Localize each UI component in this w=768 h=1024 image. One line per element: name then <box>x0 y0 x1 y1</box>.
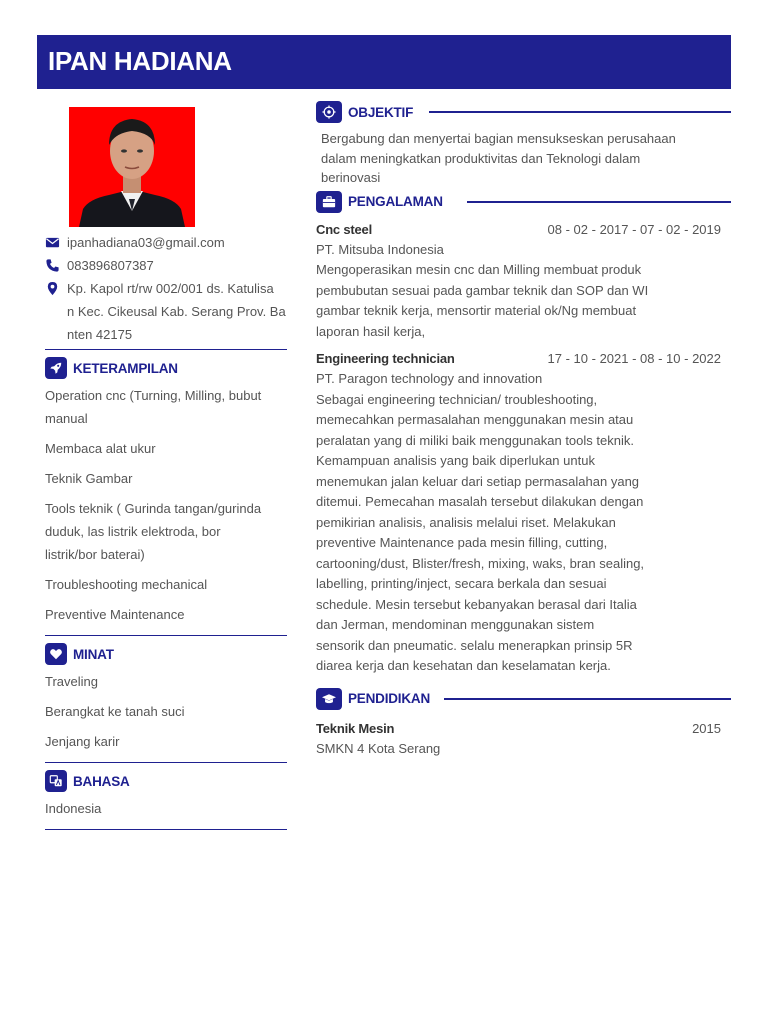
skill-line: duduk, las listrik elektroda, bor <box>45 524 221 539</box>
skill-line: manual <box>45 411 88 426</box>
experience-title: PENGALAMAN <box>348 194 443 209</box>
job-dates: 17 - 10 - 2021 - 08 - 10 - 2022 <box>547 351 721 366</box>
interests-section-header <box>45 642 287 666</box>
language-item: Indonesia <box>45 801 102 816</box>
header-banner <box>37 35 731 89</box>
education-section-header <box>316 687 731 711</box>
job-entry <box>316 349 731 677</box>
job-line: gambar teknik kerja, mensortir material ok/Ng membuat <box>316 303 637 318</box>
job-header <box>316 220 731 240</box>
interest-item: Berangkat ke tanah suci <box>45 704 185 719</box>
left-column <box>45 231 287 830</box>
skill-item <box>45 497 287 566</box>
languages-section-header <box>45 769 287 793</box>
job-line: ditemui. Pemecahan masalah tersebut dilakukan dengan <box>316 494 644 509</box>
section-line <box>444 698 731 700</box>
person-portrait-icon <box>69 107 195 227</box>
job-entry <box>316 220 731 343</box>
job-line: diarea kerja dan kesehatan dan keselamatan kerja. <box>316 658 611 673</box>
address-line: Kp. Kapol rt/rw 002/001 ds. Katulisa <box>67 281 274 296</box>
languages-badge <box>45 770 67 792</box>
skills-title: KETERAMPILAN <box>73 360 178 376</box>
job-line: peralatan yang di miliki baik menggunakan tools teknik. <box>316 432 634 448</box>
education-degree: Teknik Mesin <box>316 720 395 736</box>
skills-badge <box>45 357 67 379</box>
divider <box>45 829 287 830</box>
phone-icon <box>45 258 60 273</box>
job-dates: 08 - 02 - 2017 - 07 - 02 - 2019 <box>547 221 721 237</box>
profile-photo <box>69 107 195 227</box>
skill-line: Troubleshooting mechanical <box>45 577 208 592</box>
skill-item <box>45 573 287 596</box>
job-line: menemukan jalan keluar dari setiap permasalahan yang <box>316 473 640 489</box>
skill-line: Membaca alat ukur <box>45 441 156 456</box>
job-line: Kemampuan analisis yang baik diperlukan untuk <box>316 453 595 468</box>
job-line: Mengoperasikan mesin cnc dan Milling membuat produk <box>316 262 642 277</box>
skills-list <box>45 384 287 626</box>
location-pin-icon <box>45 281 60 296</box>
address-line: nten 42175 <box>67 327 133 342</box>
objective-title: OBJEKTIF <box>348 104 414 120</box>
skill-item <box>45 437 287 460</box>
job-company: PT. Mitsuba Indonesia <box>316 241 444 257</box>
divider <box>45 635 287 636</box>
skills-section-header <box>45 356 287 380</box>
skill-item <box>45 384 287 430</box>
address-line: n Kec. Cikeusal Kab. Serang Prov. Ba <box>67 304 286 319</box>
job-line: pemikirian analisis, analisis melalui riset. Melakukan <box>316 514 616 530</box>
skill-line: listrik/bor baterai) <box>45 547 145 562</box>
job-line: dan Jerman, mendominan menggunakan sistem <box>316 617 595 632</box>
interest-item: Jenjang karir <box>45 734 120 749</box>
objective-text <box>316 129 731 188</box>
contact-address <box>45 277 287 346</box>
job-line: Sebagai engineering technician/ troubleshooting, <box>316 391 598 407</box>
job-line: schedule. Mesin tersebut kebanyakan berasal dari Italia <box>316 596 637 612</box>
objective-section-header <box>316 100 731 124</box>
rocket-icon <box>49 361 63 375</box>
interest-item: Traveling <box>45 674 98 689</box>
job-header <box>316 349 731 369</box>
contact-phone[interactable] <box>45 254 287 277</box>
skill-line: Teknik Gambar <box>45 471 133 486</box>
languages-list <box>45 797 287 820</box>
skill-item <box>45 603 287 626</box>
candidate-name: IPAN HADIANA <box>48 46 232 76</box>
section-line <box>429 111 731 113</box>
experience-section-header <box>316 190 731 214</box>
skill-line: Tools teknik ( Gurinda tangan/gurinda <box>45 501 262 516</box>
job-line: labelling, printing/inject, secara berkala dan sesuai <box>316 576 607 591</box>
mail-icon <box>45 235 60 250</box>
languages-title: BAHASA <box>73 773 130 789</box>
phone-text: 083896807387 <box>67 258 154 273</box>
skill-line: Preventive Maintenance <box>45 607 185 622</box>
translate-icon <box>49 774 63 788</box>
objective-line: Bergabung dan menyertai bagian mensukseskan perusahaan <box>321 131 676 146</box>
education-title: PENDIDIKAN <box>348 691 431 706</box>
interests-list <box>45 670 287 753</box>
right-column <box>316 100 731 759</box>
objective-line: dalam meningkatkan produktivitas dan Teknologi dalam <box>321 150 641 166</box>
skill-item <box>45 467 287 490</box>
education-school: SMKN 4 Kota Serang <box>316 740 441 756</box>
job-description <box>316 390 666 677</box>
interests-badge <box>45 643 67 665</box>
heart-icon <box>49 647 63 661</box>
skill-line: Operation cnc (Turning, Milling, bubut <box>45 388 262 403</box>
interests-title: MINAT <box>73 646 114 662</box>
education-year: 2015 <box>692 720 721 736</box>
job-title: Cnc steel <box>316 221 373 237</box>
education-badge <box>316 688 342 710</box>
briefcase-icon <box>322 195 336 209</box>
job-description <box>316 260 666 342</box>
job-line: memecahkan permasalahan menggunakan mesin atau <box>316 412 634 427</box>
job-line: preventive Maintenance pada mesin filling, cutting, <box>316 535 608 550</box>
objective-badge <box>316 101 342 123</box>
education-header <box>316 719 731 739</box>
contact-email[interactable] <box>45 231 287 254</box>
experience-badge <box>316 191 342 213</box>
objective-line: berinovasi <box>321 170 381 185</box>
job-company: PT. Paragon technology and innovation <box>316 371 543 386</box>
job-line: cartooning/dust, Blister/fresh, mixing, waks, bran sealing, <box>316 555 645 571</box>
section-line <box>467 201 731 203</box>
divider <box>45 762 287 763</box>
job-line: laporan hasil kerja, <box>316 323 426 339</box>
divider <box>45 349 287 350</box>
job-line: sensorik dan pneumatic. selalu menerapkan prinsip 5R <box>316 637 633 653</box>
email-text: ipanhadiana03@gmail.com <box>67 235 225 250</box>
job-title: Engineering technician <box>316 351 455 366</box>
graduation-cap-icon <box>321 692 337 706</box>
job-line: pembubutan sesuai pada gambar teknik dan SOP dan WI <box>316 282 649 298</box>
education-entry <box>316 719 731 760</box>
target-icon <box>322 105 336 119</box>
